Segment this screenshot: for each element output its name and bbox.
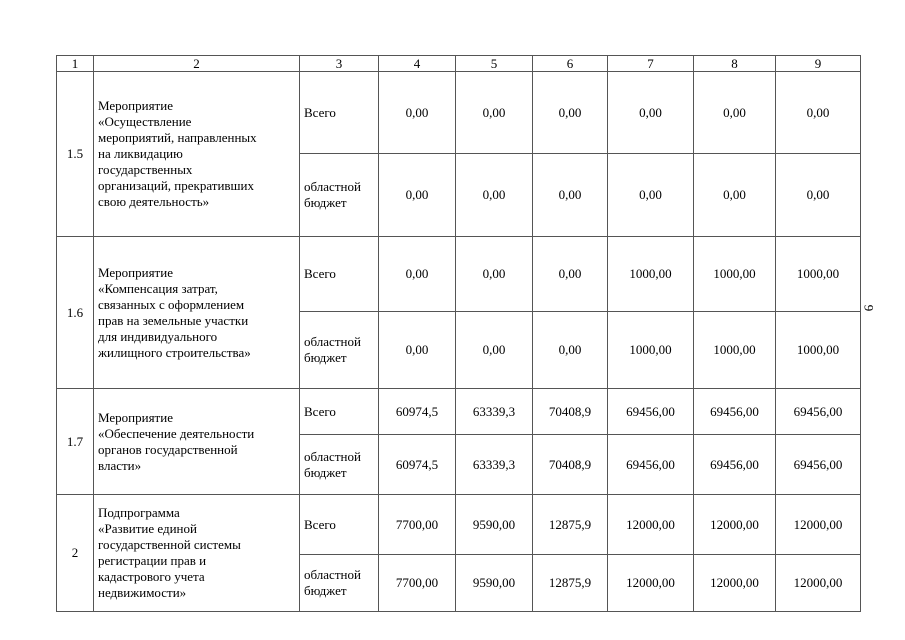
- amount-cell: 7700,00: [379, 495, 456, 555]
- header-cell: 2: [94, 56, 300, 72]
- funding-source: Всего: [300, 389, 379, 435]
- amount-cell: 70408,9: [533, 389, 608, 435]
- amount-cell: 0,00: [776, 72, 861, 154]
- amount-cell: 9590,00: [456, 555, 533, 612]
- amount-cell: 12875,9: [533, 495, 608, 555]
- amount-cell: 0,00: [456, 237, 533, 312]
- amount-cell: 69456,00: [608, 389, 694, 435]
- amount-cell: 0,00: [379, 237, 456, 312]
- measure-name: Подпрограмма «Развитие единой государственной системы регистрации прав и кадастрового учета недвижимости»: [94, 495, 300, 612]
- funding-source: областной бюджет: [300, 312, 379, 389]
- amount-cell: 1000,00: [776, 312, 861, 389]
- amount-cell: 1000,00: [776, 237, 861, 312]
- amount-cell: 0,00: [379, 72, 456, 154]
- amount-cell: 7700,00: [379, 555, 456, 612]
- amount-cell: 69456,00: [608, 435, 694, 495]
- amount-cell: 0,00: [694, 154, 776, 237]
- measure-name: Мероприятие «Обеспечение деятельности органов государственной власти»: [94, 389, 300, 495]
- amount-cell: 0,00: [456, 154, 533, 237]
- funding-source: Всего: [300, 72, 379, 154]
- amount-cell: 0,00: [533, 72, 608, 154]
- page-number: 9: [861, 304, 877, 312]
- amount-cell: 1000,00: [694, 237, 776, 312]
- amount-cell: 12000,00: [776, 555, 861, 612]
- amount-cell: 0,00: [533, 237, 608, 312]
- amount-cell: 69456,00: [776, 389, 861, 435]
- funding-source: Всего: [300, 495, 379, 555]
- header-cell: 6: [533, 56, 608, 72]
- amount-cell: 12000,00: [608, 555, 694, 612]
- amount-cell: 1000,00: [694, 312, 776, 389]
- measure-name: Мероприятие «Компенсация затрат, связанных с оформлением прав на земельные участки для индивидуального жилищного строительства»: [94, 237, 300, 389]
- row-number: 1.7: [57, 389, 94, 495]
- header-cell: 3: [300, 56, 379, 72]
- funding-source: областной бюджет: [300, 555, 379, 612]
- header-cell: 1: [57, 56, 94, 72]
- funding-source: областной бюджет: [300, 435, 379, 495]
- budget-table: [56, 55, 861, 612]
- amount-cell: 1000,00: [608, 312, 694, 389]
- table-row: [57, 237, 861, 312]
- amount-cell: 12000,00: [608, 495, 694, 555]
- amount-cell: 63339,3: [456, 389, 533, 435]
- amount-cell: 1000,00: [608, 237, 694, 312]
- amount-cell: 69456,00: [776, 435, 861, 495]
- amount-cell: 0,00: [776, 154, 861, 237]
- amount-cell: 63339,3: [456, 435, 533, 495]
- header-cell: 7: [608, 56, 694, 72]
- amount-cell: 9590,00: [456, 495, 533, 555]
- row-number: 2: [57, 495, 94, 612]
- amount-cell: 60974,5: [379, 389, 456, 435]
- table-row: [57, 495, 861, 555]
- amount-cell: 0,00: [608, 72, 694, 154]
- amount-cell: 0,00: [379, 312, 456, 389]
- amount-cell: 0,00: [379, 154, 456, 237]
- header-cell: 4: [379, 56, 456, 72]
- amount-cell: 0,00: [533, 312, 608, 389]
- amount-cell: 69456,00: [694, 389, 776, 435]
- amount-cell: 0,00: [694, 72, 776, 154]
- amount-cell: 69456,00: [694, 435, 776, 495]
- table-row: [57, 389, 861, 435]
- amount-cell: 12875,9: [533, 555, 608, 612]
- measure-name: Мероприятие «Осуществление мероприятий, направленных на ликвидацию государственных организаций, прекративших свою деятельность»: [94, 72, 300, 237]
- amount-cell: 0,00: [456, 312, 533, 389]
- table-body: [57, 56, 861, 612]
- header-cell: 8: [694, 56, 776, 72]
- amount-cell: 60974,5: [379, 435, 456, 495]
- amount-cell: 0,00: [608, 154, 694, 237]
- row-number: 1.5: [57, 72, 94, 237]
- header-cell: 9: [776, 56, 861, 72]
- table-row: [57, 72, 861, 154]
- amount-cell: 0,00: [533, 154, 608, 237]
- row-number: 1.6: [57, 237, 94, 389]
- header-row: [57, 56, 861, 72]
- amount-cell: 12000,00: [694, 555, 776, 612]
- funding-source: Всего: [300, 237, 379, 312]
- amount-cell: 12000,00: [776, 495, 861, 555]
- header-cell: 5: [456, 56, 533, 72]
- amount-cell: 70408,9: [533, 435, 608, 495]
- funding-source: областной бюджет: [300, 154, 379, 237]
- amount-cell: 0,00: [456, 72, 533, 154]
- amount-cell: 12000,00: [694, 495, 776, 555]
